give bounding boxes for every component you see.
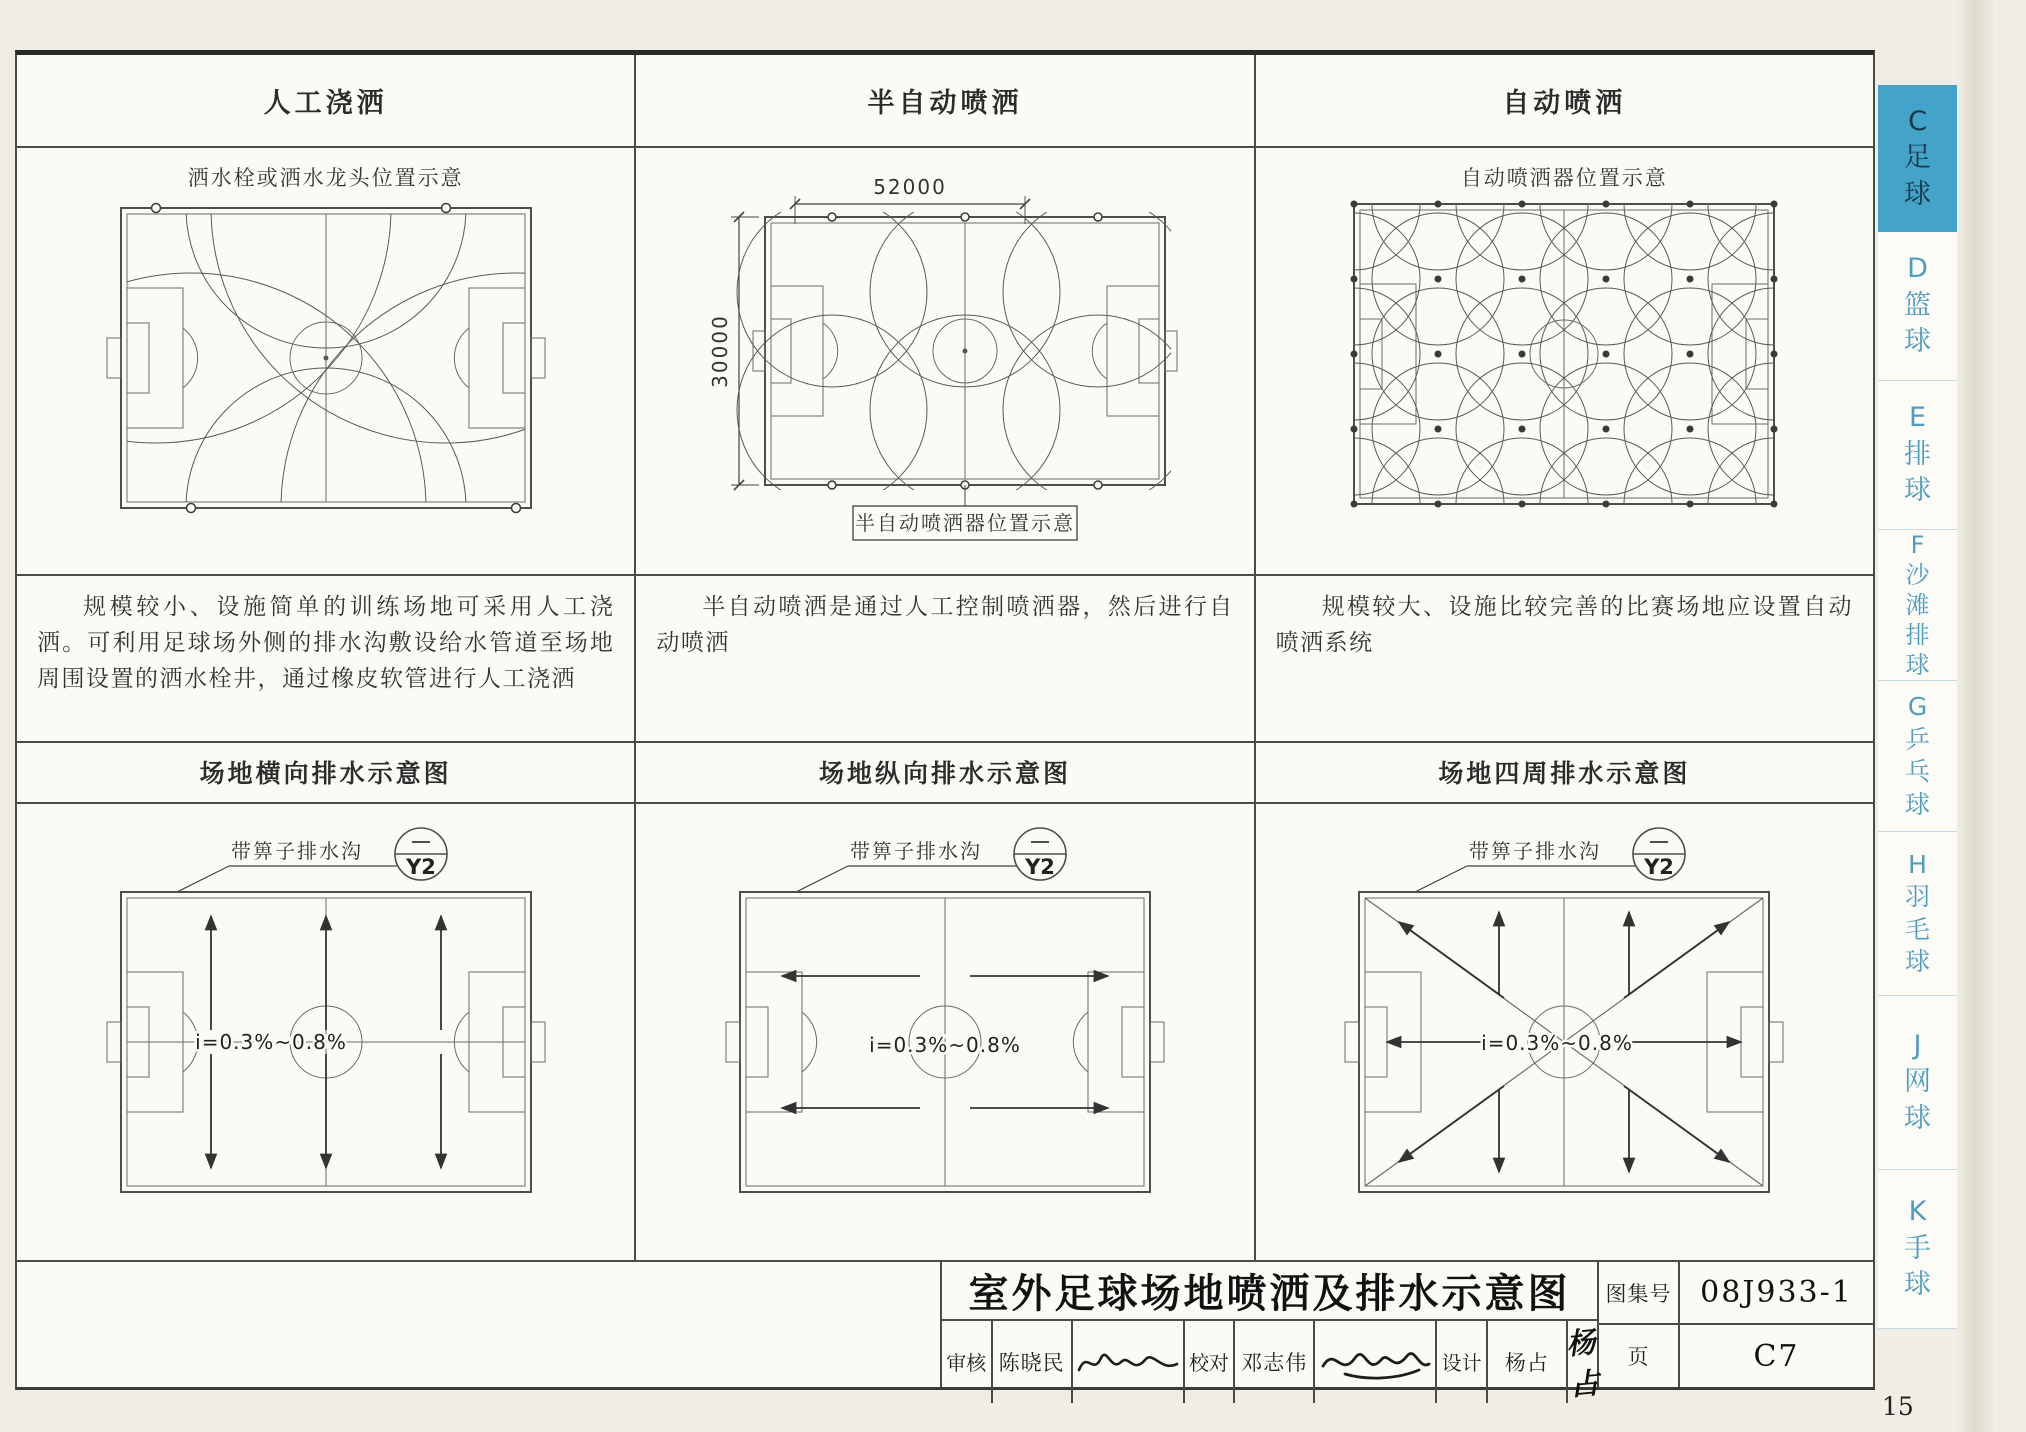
header-auto-spray: 自动喷洒 [1502, 88, 1627, 120]
auto-spray-cell [1256, 148, 1873, 574]
title-block-spacer [17, 1262, 942, 1387]
designer-name: 杨占 [1488, 1321, 1568, 1403]
perimeter-drainage-cell [1256, 804, 1873, 1260]
designer-signature-text: 杨占 [1564, 1324, 1601, 1403]
header-semi-auto-spray: 半自动喷洒 [636, 55, 1255, 146]
tab-tennis[interactable]: J网球 [1878, 996, 1957, 1170]
transverse-drainage-diagram [91, 816, 561, 1246]
page-edge-shadow [1957, 0, 1997, 1432]
longitudinal-drainage-diagram [710, 816, 1180, 1246]
header-transverse-drainage: 场地横向排水示意图 [17, 743, 636, 802]
auto-spray-description: 规模较大、设施比较完善的比赛场地应设置自动喷洒系统 [1275, 594, 1853, 656]
detail-mark: Y2 [1644, 855, 1675, 880]
sheet-title: 室外足球场地喷洒及排水示意图 [942, 1262, 1597, 1321]
tab-basketball[interactable]: D篮球 [1878, 232, 1957, 381]
title-block-labels [1599, 1262, 1680, 1387]
irrigation-diagram-row [17, 148, 1873, 576]
tab-table-tennis[interactable]: G乒乓球 [1878, 681, 1957, 832]
header-longitudinal-drainage: 场地纵向排水示意图 [636, 743, 1255, 802]
atlas-number-label: 图集号 [1599, 1262, 1678, 1326]
gutter-label: 带箅子排水沟 [230, 839, 363, 864]
title-block-row [17, 1262, 1873, 1403]
dim-52000: 52000 [873, 175, 947, 200]
designer-signature [1564, 1321, 1601, 1403]
gutter-label: 带箅子排水沟 [1469, 839, 1602, 864]
detail-mark-bubble [1633, 828, 1685, 880]
gutter-label: 带箅子排水沟 [849, 839, 982, 864]
signature-row [942, 1321, 1601, 1403]
signature-scribble-icon [1315, 1340, 1435, 1384]
irrigation-header-row [17, 55, 1873, 148]
section-tab-bar [1878, 85, 1957, 1329]
review-label: 审核 [942, 1321, 993, 1403]
tab-badminton[interactable]: H羽毛球 [1878, 832, 1957, 996]
detail-mark: Y2 [1025, 855, 1055, 880]
tab-volleyball[interactable]: E排球 [1878, 381, 1957, 530]
check-label: 校对 [1185, 1321, 1236, 1403]
reviewer-name: 陈晓民 [993, 1321, 1073, 1403]
reviewer-signature [1073, 1321, 1185, 1403]
auto-spray-label: 自动喷洒器位置示意 [1460, 166, 1668, 191]
transverse-drainage-cell [17, 804, 636, 1260]
design-label: 设计 [1437, 1321, 1488, 1403]
manual-watering-diagram [96, 196, 556, 536]
manual-watering-description: 规模较小、设施简单的训练场地可采用人工浇洒。可利用足球场外侧的排水沟敷设给水管道至场地周围设置的洒水栓井，通过橡皮软管进行人工浇洒 [17, 576, 636, 740]
tab-football[interactable]: C足球 [1878, 85, 1957, 232]
atlas-number-value: 08J933-1 [1680, 1262, 1873, 1326]
auto-spray-diagram [1329, 196, 1799, 526]
manual-watering-cell [17, 148, 636, 574]
signature-scribble-icon [1073, 1342, 1183, 1382]
hydrant-markers [151, 204, 520, 513]
longitudinal-drainage-cell [636, 804, 1255, 1260]
semi-auto-cell [636, 148, 1255, 574]
title-block [942, 1262, 1873, 1403]
page-code-value: C7 [1753, 1338, 1800, 1374]
detail-mark-bubble [1014, 828, 1066, 880]
perimeter-drainage-diagram [1329, 816, 1799, 1246]
tab-handball[interactable]: K手球 [1878, 1170, 1957, 1329]
checker-name: 邓志伟 [1235, 1321, 1315, 1403]
page-number: 15 [1882, 1392, 1914, 1421]
description-row [17, 576, 1873, 742]
header-perimeter-drainage: 场地四周排水示意图 [1438, 759, 1691, 789]
tab-beach-volleyball[interactable]: F沙滩排球 [1878, 530, 1957, 681]
title-block-values [1680, 1262, 1873, 1387]
drainage-diagram-row [17, 804, 1873, 1262]
semi-auto-label: 半自动喷洒器位置示意 [854, 511, 1075, 536]
header-manual-watering: 人工浇洒 [17, 55, 636, 146]
detail-mark: Y2 [405, 855, 436, 880]
semi-auto-diagram [695, 162, 1195, 566]
drainage-header-row [17, 743, 1873, 804]
detail-mark-bubble [395, 828, 447, 880]
semi-auto-description: 半自动喷洒是通过人工控制喷洒器，然后进行自动喷洒 [636, 576, 1255, 740]
slope-label: i=0.3%~0.8% [869, 1033, 1021, 1058]
checker-signature [1315, 1321, 1437, 1403]
slope-label: i=0.3%~0.8% [194, 1030, 347, 1055]
page-label: 页 [1627, 1345, 1650, 1370]
dim-30000: 30000 [707, 314, 732, 388]
slope-label: i=0.3%~0.8% [1481, 1031, 1634, 1056]
drawing-sheet [15, 50, 1875, 1403]
manual-watering-label: 洒水栓或洒水龙头位置示意 [187, 166, 464, 191]
